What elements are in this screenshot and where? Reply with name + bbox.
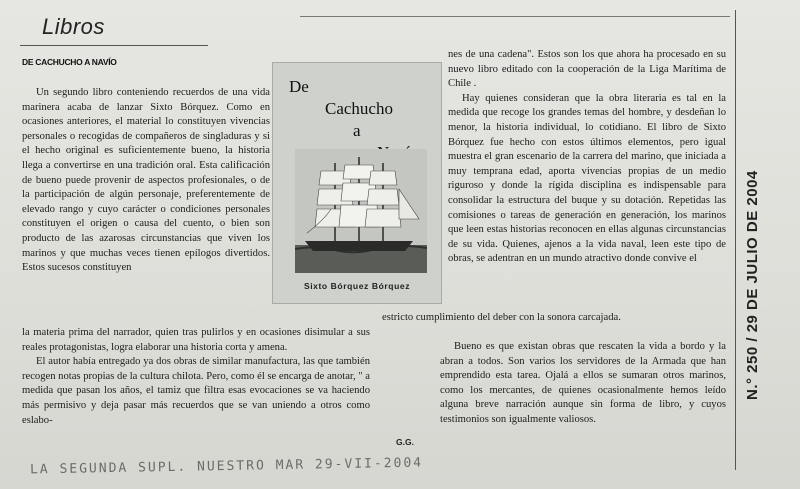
paragraph: la materia prima del narrador, quien tras pulirlos y en ocasiones disimular a sus reales protagonistas, logra elaborar una historia corta y amena. — [22, 327, 370, 353]
section-rule — [20, 45, 208, 46]
column-right — [448, 48, 726, 267]
column-right-end — [440, 340, 726, 428]
column-right-wide — [382, 311, 728, 326]
author-initials: G.G. — [396, 437, 414, 447]
column-left-wide — [22, 326, 370, 428]
book-title-line: Cachucho — [325, 99, 393, 118]
book-cover — [272, 62, 442, 304]
issue-date: N.° 250 / 29 DE JULIO DE 2004 — [744, 170, 761, 400]
section-title: Libros — [42, 14, 105, 39]
paragraph: nes de una cadena". Estos son los que ahora ha procesado en su nuevo libro editado con la cooperación de la Liga Marítima de Chile . — [448, 49, 726, 90]
column-left — [22, 86, 270, 276]
paragraph: Un segundo libro conteniendo recuerdos de una vida marinera acaba de lanzar Sixto Bórquez. Como en ocasiones anteriores, el material lo constituyen vivencias personales o recogidas de compañeros de singladuras y si el hecho original es suficientemente bueno, la historia llega a convertirse en una tradición oral. Esta calificación de bueno puede provenir de aspectos profesionales, o de la participación de algún personaje, preferentemente de elevado rango y cuyo carácter o condiciones personales constituyen el origen o causa del cuento, o bien son producto de las azarosas circunstancias que viven los marinos y que muchas veces tienen epílogos divertidos. Estos sucesos constituyen — [22, 87, 270, 274]
handwritten-note: LA SEGUNDA SUPL. NUESTRO MAR 29-VII-2004 — [29, 455, 424, 478]
article-headline: DE CACHUCHO A NAVÍO — [22, 57, 117, 67]
book-title-line: a — [353, 121, 361, 140]
book-title-line: De — [289, 77, 309, 96]
sailing-ship-illustration — [295, 149, 427, 273]
paragraph: El autor había entregado ya dos obras de similar manufactura, las que también recogen notas propias de la cultura chilota. Pero, como él se encarga de anotar, " a medida que pasan los años, el tamiz que filtra esas evocaciones se va haciendo más permisivo y deja pasar más recuerdos que se van uniendo a otros como eslabo- — [22, 356, 370, 426]
book-author: Sixto Bórquez Bórquez — [303, 281, 411, 291]
top-rule — [300, 16, 730, 17]
column-divider — [735, 10, 736, 470]
paragraph: estricto cumplimiento del deber con la sonora carcajada. — [382, 312, 621, 323]
paragraph: Hay quienes consideran que la obra literaria es tal en la medida que recoge los grandes temas del hombre, y desdeñan lo menor, la historia individual, lo cotidiano. El libro de Sixto Bórquez fue hecho con estos últimos elementos, pero igual muestra el gran escenario de la carrera del marino, que iniciada a muy temprana edad, aporta vivencias propias de un medio riguroso y donde la rígida disciplina es indispensable para consolidar la estructura del buque y su dotación. Repetidas las comisiones o tareas de generación en generación, los marinos que leen estas historias reconocen en ellas algunas circunstancias de su vida. Quienes, ajenos a la vida naval, leen este tipo de obras, se adentran en un mundo atractivo donde convive el — [448, 92, 726, 265]
paragraph: Bueno es que existan obras que rescaten la vida a bordo y la abran a todos. Son varios los servidores de la Armada que han emprendido esta tarea. Ojalá a ellos se sumaran otros marinos, como los mercantes, de quienes ocasionalmente hemos leído alguna breve narración aunque sin forma de libro, y cuyos testimonios son igualmente valiosos. — [440, 341, 726, 425]
